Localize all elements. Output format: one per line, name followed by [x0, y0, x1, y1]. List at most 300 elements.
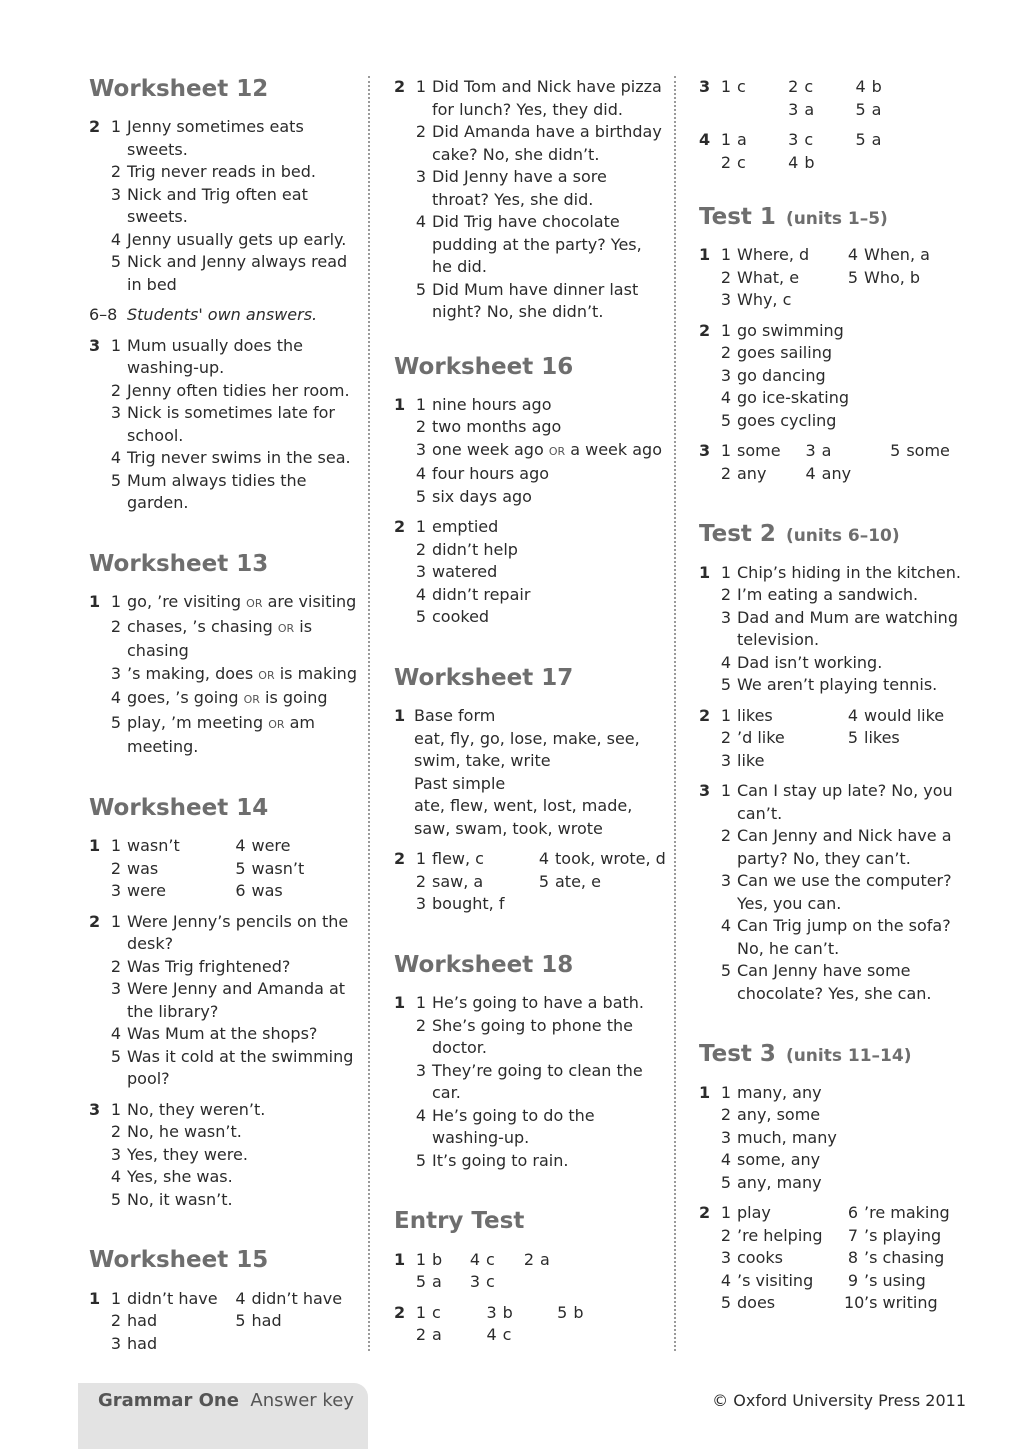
answer-text: No, he wasn’t. — [127, 1122, 242, 1142]
answer-text: Why, c — [737, 290, 792, 310]
answer-cell — [415, 871, 543, 894]
answer-text: a — [871, 99, 882, 119]
item-number: 5 — [110, 712, 121, 732]
item-number: 1 — [110, 1099, 121, 1119]
answer-cell — [720, 1292, 852, 1315]
answer-text: a — [821, 441, 832, 461]
answer-item — [110, 663, 364, 688]
past-simple-text: ate, flew, went, lost, made, saw, swam, took, wrote — [414, 796, 633, 838]
item-number: 4 — [469, 1249, 480, 1269]
item-number: 2 — [720, 152, 731, 172]
answer-grid — [720, 76, 927, 121]
or-label: OR — [277, 621, 295, 635]
exercise-1 — [699, 244, 979, 312]
test-units: (units 11–14) — [785, 1046, 912, 1067]
exercise-1 — [89, 1288, 364, 1356]
item-number: 9 — [847, 1270, 858, 1290]
base-form-label: Base form — [414, 706, 496, 726]
column-divider — [368, 76, 370, 1351]
answer-text: many, any — [737, 1082, 822, 1102]
answer-text: was — [127, 858, 159, 878]
answer-cell — [235, 835, 365, 858]
answer-item — [110, 251, 364, 296]
answer-text: goes, ’s going — [127, 688, 239, 708]
section-heading: Worksheet 18 — [394, 951, 574, 978]
answer-cell — [844, 1292, 979, 1315]
answer-text: four hours ago — [432, 464, 550, 484]
item-number: 3 — [720, 365, 731, 385]
answer-cell — [720, 289, 852, 312]
answer-alternative: is going — [265, 688, 328, 708]
answer-text: two months ago — [432, 417, 562, 437]
answer-text: Nick and Jenny always read in bed — [127, 252, 348, 294]
exercise-3 — [89, 335, 364, 515]
answer-item — [415, 1015, 666, 1060]
answer-cell — [110, 880, 240, 903]
section-heading: Worksheet 14 — [89, 794, 269, 821]
answer-cell — [855, 76, 927, 99]
answer-item — [720, 387, 979, 410]
answer-grid — [720, 244, 979, 312]
test-title: Test 3 — [699, 1041, 776, 1068]
answer-text: It’s going to rain. — [432, 1150, 569, 1170]
answer-item — [110, 1189, 364, 1212]
exercise-2 — [89, 911, 364, 1091]
item-number: 1 — [110, 592, 121, 612]
answer-item — [415, 121, 666, 166]
answer-text: had — [127, 1333, 158, 1353]
item-number: 4 — [110, 688, 121, 708]
item-number: 5 — [415, 1150, 426, 1170]
exercise-3 — [699, 440, 979, 485]
footer-label: Answer key — [250, 1390, 354, 1411]
answer-cell — [720, 244, 852, 267]
answer-text: likes — [864, 728, 900, 748]
item-number: 3 — [805, 441, 816, 461]
answer-item — [110, 380, 364, 403]
answer-list — [720, 780, 979, 1005]
exercise-2 — [699, 1202, 979, 1315]
item-number: 4 — [847, 705, 858, 725]
item-number: 1 — [720, 1082, 731, 1102]
item-number: 4 — [805, 463, 816, 483]
item-number: 3 — [720, 1248, 731, 1268]
answer-text: ’s visiting — [737, 1270, 814, 1290]
answer-text: cooked — [432, 607, 490, 627]
answer-text: b — [804, 152, 815, 172]
item-number: 5 — [847, 267, 858, 287]
worksheet-17 — [394, 665, 666, 916]
answer-text: He’s going to do the washing-up. — [432, 1105, 595, 1148]
answer-text: six days ago — [432, 486, 532, 506]
item-number: 4 — [415, 1105, 426, 1125]
item-number: 4 — [486, 1325, 497, 1345]
answer-text: I’m eating a sandwich. — [737, 585, 919, 605]
worksheet-13 — [89, 551, 364, 759]
answer-text: ’s chasing — [864, 1248, 945, 1268]
answer-text: any — [737, 463, 767, 483]
answer-item — [415, 516, 666, 539]
answer-cell — [110, 1288, 240, 1311]
answer-item — [415, 606, 666, 629]
answer-alternative: a week ago — [570, 439, 662, 459]
answer-text: would like — [864, 705, 945, 725]
answer-text: c — [804, 77, 814, 96]
answer-item — [415, 1105, 666, 1150]
answer-item — [110, 229, 364, 252]
entry-test — [394, 1208, 666, 1346]
section-heading — [699, 204, 979, 230]
item-number: 3 — [110, 403, 121, 423]
item-number: 4 — [720, 388, 731, 408]
item-number: 4 — [855, 77, 866, 96]
item-number: 4 — [110, 1024, 121, 1044]
answer-text: Who, b — [864, 267, 921, 287]
item-number: 5 — [538, 871, 549, 891]
item-number: 2 — [110, 858, 121, 878]
answer-cell — [720, 1247, 852, 1270]
column-1 — [89, 76, 364, 1391]
test-1 — [699, 204, 979, 485]
item-number: 1 — [720, 781, 731, 801]
answer-item — [110, 1121, 364, 1144]
exercise-2 — [89, 116, 364, 296]
book-title: Grammar One — [98, 1390, 239, 1411]
item-number: 2 — [415, 539, 426, 559]
exercise-number: 2 — [89, 117, 101, 137]
answer-item — [110, 911, 364, 956]
answer-text: c — [486, 1249, 495, 1269]
item-number: 3 — [788, 130, 799, 149]
exercise-number: 2 — [699, 705, 711, 725]
answer-text: flew, c — [432, 849, 484, 869]
answer-text: any, some — [737, 1105, 821, 1125]
item-number: 1 — [720, 705, 731, 725]
answer-text: goes cycling — [737, 410, 837, 430]
answer-text: c — [432, 1302, 441, 1322]
answer-cell — [235, 1310, 365, 1333]
answer-text: Jenny often tidies her room. — [127, 380, 350, 400]
answer-text: Can we use the computer? Yes, you can. — [737, 871, 952, 913]
answer-text: ’s using — [864, 1270, 926, 1290]
item-number: 5 — [720, 1172, 731, 1192]
item-number: 5 — [110, 470, 121, 490]
test-title: Test 1 — [699, 204, 776, 230]
answer-item — [415, 76, 666, 121]
exercise-number: 1 — [89, 1288, 101, 1308]
exercise-range — [89, 304, 364, 327]
answer-list — [415, 76, 666, 324]
answer-cell — [847, 267, 979, 290]
item-number: 5 — [235, 1311, 246, 1331]
item-number: 5 — [110, 252, 121, 272]
answer-text: ’d like — [737, 728, 785, 748]
answer-text: No, they weren’t. — [127, 1099, 266, 1119]
item-number: 3 — [110, 1333, 121, 1353]
answer-text: Were Jenny and Amanda at the library? — [127, 979, 346, 1021]
item-number: 4 — [110, 1167, 121, 1187]
or-label: OR — [268, 717, 285, 731]
item-number: 1 — [110, 1288, 121, 1308]
item-number: 1 — [720, 77, 731, 96]
answer-text: didn’t help — [432, 539, 518, 559]
answer-cell — [720, 1225, 852, 1248]
answer-item — [720, 562, 979, 585]
answer-text: didn’t repair — [432, 584, 531, 604]
answer-cell — [538, 848, 666, 871]
answer-item — [720, 607, 979, 652]
answer-alternative: are visiting — [267, 592, 357, 612]
answer-text: one week ago — [432, 439, 544, 459]
answer-text: b — [432, 1249, 443, 1269]
answer-cell — [557, 1302, 632, 1325]
exercise-number: 1 — [394, 706, 406, 726]
answer-text: c — [737, 152, 746, 172]
answer-cell — [805, 463, 895, 486]
answer-item — [110, 1099, 364, 1122]
item-number: 5 — [235, 858, 246, 878]
answer-text: saw, a — [432, 871, 484, 891]
item-number: 3 — [788, 99, 799, 119]
column-3 — [699, 76, 979, 1351]
exercise-3 — [699, 780, 979, 1005]
item-number: 5 — [855, 99, 866, 119]
item-number: 3 — [720, 290, 731, 310]
exercise-number: 2 — [394, 517, 406, 537]
item-number: 7 — [847, 1225, 858, 1245]
answer-list — [110, 591, 364, 759]
item-number: 2 — [720, 826, 731, 846]
answer-item — [415, 1060, 666, 1105]
exercise-2 — [394, 848, 666, 916]
answer-list — [110, 911, 364, 1091]
item-number: 5 — [855, 130, 866, 149]
item-number: 4 — [110, 448, 121, 468]
answer-cell — [415, 848, 543, 871]
exercise-number: 1 — [699, 562, 711, 582]
answer-text: didn’t have — [127, 1288, 218, 1308]
worksheet-14 — [89, 795, 364, 1211]
answer-text: wasn’t — [127, 836, 180, 856]
exercise-2 — [699, 705, 979, 773]
answer-item — [110, 1046, 364, 1091]
answer-text: ’s writing — [864, 1293, 938, 1313]
item-number: 2 — [720, 463, 731, 483]
answer-text: Did Amanda have a birthday cake? No, she didn’t. — [432, 122, 662, 164]
exercise-number: 4 — [699, 130, 711, 149]
item-number: 3 — [720, 1127, 731, 1147]
answer-item — [415, 539, 666, 562]
answer-cell — [906, 463, 979, 486]
answer-item — [415, 394, 666, 417]
answer-cell — [235, 1288, 365, 1311]
exercise-number: 2 — [699, 320, 711, 340]
item-number: 3 — [486, 1302, 497, 1322]
section-heading: Entry Test — [394, 1208, 525, 1235]
answer-text: play, ’m meeting — [127, 712, 264, 732]
item-number: 3 — [415, 894, 426, 914]
exercise-3 — [699, 76, 979, 121]
answer-item — [110, 1023, 364, 1046]
answer-cell — [110, 835, 240, 858]
exercise-1 — [89, 591, 364, 759]
answer-text: b — [502, 1302, 513, 1322]
item-number: 4 — [847, 245, 858, 265]
past-simple-label: Past simple — [414, 773, 506, 793]
answer-item — [720, 1104, 979, 1127]
section-heading: Worksheet 13 — [89, 550, 269, 577]
answer-text: c — [502, 1325, 512, 1345]
section-heading: Worksheet 16 — [394, 353, 574, 380]
item-number: 5 — [415, 1272, 426, 1292]
answer-cell — [847, 1225, 979, 1248]
answer-item — [415, 279, 666, 324]
exercise-number: 3 — [89, 1099, 101, 1119]
answer-alternative: is chasing — [127, 616, 313, 661]
answer-text: goes sailing — [737, 343, 832, 363]
answer-item — [110, 335, 364, 380]
section-heading — [699, 521, 979, 547]
item-number: 1 — [720, 1203, 731, 1223]
answer-text: a — [737, 130, 747, 149]
answer-cell — [847, 1270, 979, 1293]
answer-item — [415, 416, 666, 439]
answer-item — [415, 992, 666, 1015]
exercise-1 — [699, 1082, 979, 1195]
answer-item — [110, 712, 364, 759]
answer-cell — [720, 267, 852, 290]
item-number: 2 — [720, 1225, 731, 1245]
answer-item — [720, 1149, 979, 1172]
answer-cell — [847, 705, 979, 728]
answer-item — [415, 584, 666, 607]
exercise-number: 2 — [394, 77, 406, 96]
answer-text: likes — [737, 705, 773, 725]
answer-text: Jenny usually gets up early. — [127, 229, 347, 249]
answer-text: ’s making, does — [127, 663, 254, 683]
item-number: 3 — [415, 562, 426, 582]
copyright-notice: © Oxford University Press 2011 — [712, 1391, 966, 1410]
test-title: Test 2 — [699, 521, 776, 548]
answer-item — [110, 161, 364, 184]
answer-cell — [805, 440, 895, 463]
item-number: 5 — [720, 675, 731, 695]
answer-text: Where, d — [737, 245, 810, 265]
exercise-number: 6–8 — [89, 305, 118, 325]
item-number: 1 — [415, 1302, 426, 1322]
answer-grid — [415, 1249, 582, 1294]
answer-item — [415, 211, 666, 279]
answer-item — [110, 402, 364, 447]
item-number: 2 — [110, 616, 121, 636]
exercise-number: 2 — [699, 1203, 711, 1223]
answer-text: Dad and Mum are watching television. — [737, 607, 958, 650]
item-number: 6 — [847, 1203, 858, 1223]
item-number: 3 — [110, 979, 121, 999]
answer-text: b — [871, 77, 882, 96]
answer-text: Mum usually does the washing-up. — [127, 335, 303, 378]
item-number: 5 — [557, 1302, 568, 1322]
answer-text: a — [432, 1325, 442, 1345]
answer-text: chases, ’s chasing — [127, 616, 273, 636]
item-number: 1 — [415, 517, 426, 537]
exercise-number: 1 — [699, 1082, 711, 1102]
answer-text: ’s playing — [864, 1225, 942, 1245]
answer-text: a — [540, 1249, 550, 1269]
item-number: 5 — [720, 410, 731, 430]
answer-text: Was Trig frightened? — [127, 956, 291, 976]
answer-cell — [864, 750, 979, 773]
answer-text: Can Jenny and Nick have a party? No, they can’t. — [737, 826, 952, 868]
exercise-number: 1 — [394, 1249, 406, 1269]
answer-text: c — [737, 77, 746, 96]
answer-text: Trig never swims in the sea. — [127, 448, 351, 468]
answer-text: Mum always tidies the garden. — [127, 470, 307, 513]
answer-text: wasn’t — [251, 858, 305, 878]
answer-item — [720, 915, 979, 960]
item-number: 1 — [720, 320, 731, 340]
exercise-number: 1 — [394, 394, 406, 414]
answer-item — [110, 1144, 364, 1167]
item-number: 2 — [720, 728, 731, 748]
column-divider — [674, 76, 676, 1351]
item-number: 2 — [523, 1249, 534, 1269]
answer-text: Chip’s hiding in the kitchen. — [737, 562, 961, 582]
answer-cell — [538, 871, 666, 894]
answer-item — [110, 956, 364, 979]
answer-cell — [540, 1271, 582, 1294]
item-number: 3 — [415, 439, 426, 459]
answer-text: Jenny sometimes eats sweets. — [127, 117, 304, 159]
answer-list — [415, 992, 666, 1172]
answer-text: c — [486, 1272, 495, 1292]
answer-text: much, many — [737, 1127, 837, 1147]
item-number: 4 — [788, 152, 799, 172]
answer-item — [720, 342, 979, 365]
answer-item — [415, 439, 666, 464]
answer-text: nine hours ago — [432, 394, 552, 414]
answer-grid — [415, 848, 666, 916]
answer-text: emptied — [432, 517, 499, 537]
answer-text: had — [127, 1311, 158, 1331]
or-label: OR — [243, 693, 260, 707]
item-number: 2 — [110, 956, 121, 976]
answer-text: Trig never reads in bed. — [127, 162, 317, 182]
answer-text: watered — [432, 562, 498, 582]
answer-text: some — [906, 441, 950, 461]
answer-cell — [872, 152, 927, 175]
answer-item — [110, 978, 364, 1023]
answer-cell — [855, 129, 927, 152]
answer-cell — [720, 750, 852, 773]
answer-grid — [720, 705, 979, 773]
answer-item — [110, 116, 364, 161]
answer-text: Students' own answers. — [127, 305, 318, 325]
answer-text: Can Trig jump on the sofa? No, he can’t. — [737, 916, 951, 958]
worksheet-15 — [89, 1247, 364, 1355]
item-number: 2 — [415, 1325, 426, 1345]
item-number: 3 — [110, 184, 121, 204]
answer-text: Was it cold at the swimming pool? — [127, 1046, 354, 1089]
answer-text: does — [737, 1293, 776, 1313]
answer-list — [110, 116, 364, 296]
or-label: OR — [246, 597, 263, 611]
answer-text: ’re helping — [737, 1225, 823, 1245]
section-heading: Worksheet 17 — [394, 664, 574, 691]
item-number: 4 — [720, 652, 731, 672]
answer-item — [110, 687, 364, 712]
answer-cell — [855, 99, 927, 122]
